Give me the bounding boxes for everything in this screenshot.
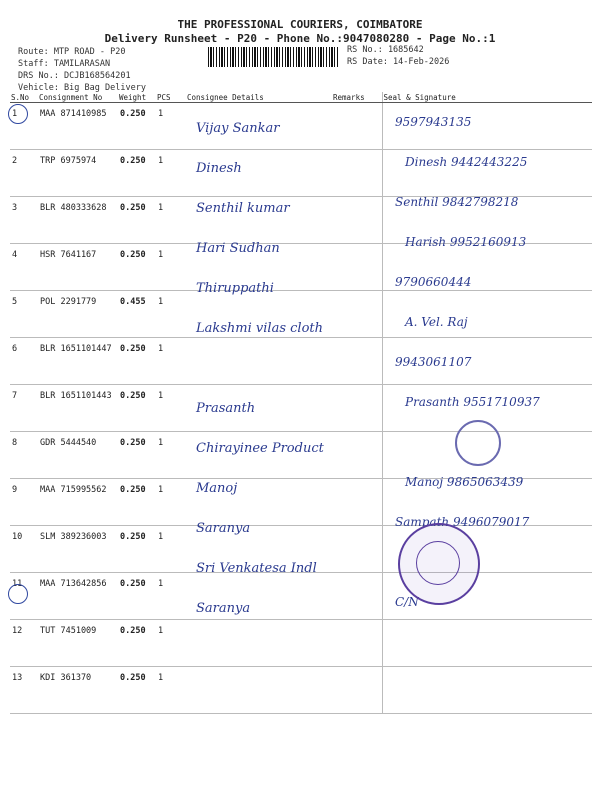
row-13-circle-mark: [8, 584, 28, 604]
row-weight: 0.250: [118, 479, 156, 526]
row-sno: 5: [10, 291, 38, 338]
row-weight: 0.250: [118, 244, 156, 291]
row-weight: 0.250: [118, 197, 156, 244]
handwritten-signature: Senthil 9842798218: [395, 195, 519, 209]
col-header-consignment: Consignment No: [38, 92, 118, 103]
handwritten-consignee-name: Prasanth: [196, 401, 256, 416]
row-pcs: 1: [156, 197, 186, 244]
barcode-image: [208, 47, 338, 67]
handwritten-consignee-name: Saranya: [196, 601, 251, 616]
handwritten-signature: Sampath 9496079017: [395, 515, 530, 529]
row-remarks: [332, 667, 382, 714]
row-weight: 0.455: [118, 291, 156, 338]
row-pcs: 1: [156, 338, 186, 385]
row-consignment-no: MAA 715995562: [38, 479, 118, 526]
col-header-pcs: PCS: [156, 92, 186, 103]
row-consignment-no: POL 2291779: [38, 291, 118, 338]
table-header-row: [10, 92, 592, 103]
row-sno: 4: [10, 244, 38, 291]
row-consignment-no: KDI 361370: [38, 667, 118, 714]
handwritten-signature: C/N: [395, 595, 419, 609]
row-sno: 12: [10, 620, 38, 667]
staff-text: Staff: TAMILARASAN: [18, 59, 111, 69]
table-row: [10, 573, 592, 620]
row-sno: 2: [10, 150, 38, 197]
row-signature: [382, 667, 592, 714]
handwritten-consignee-name: Dinesh: [196, 161, 242, 176]
row-sno: 10: [10, 526, 38, 573]
row-weight: 0.250: [118, 338, 156, 385]
row-pcs: 1: [156, 667, 186, 714]
row-sno: 13: [10, 667, 38, 714]
row-sno: 9: [10, 479, 38, 526]
handwritten-consignee-name: Thiruppathi: [196, 281, 274, 296]
row-signature: [382, 620, 592, 667]
row-consignee: [186, 338, 332, 385]
runsheet-subtitle: Delivery Runsheet - P20 - Phone No.:9047080280 - Page No.:1: [104, 32, 496, 45]
row-pcs: 1: [156, 432, 186, 479]
handwritten-consignee-name: Lakshmi vilas cloth: [196, 321, 323, 336]
row-1-circle-mark: [8, 104, 28, 124]
row-remarks: [332, 244, 382, 291]
material-received-stamp: [455, 420, 501, 466]
row-sno: 7: [10, 385, 38, 432]
handwritten-consignee-name: Hari Sudhan: [196, 241, 280, 256]
handwritten-signature: Prasanth 9551710937: [405, 395, 540, 409]
handwritten-consignee-name: Vijay Sankar: [196, 121, 280, 136]
company-title: THE PROFESSIONAL COURIERS, COIMBATORE: [177, 18, 423, 31]
row-sno: 3: [10, 197, 38, 244]
row-remarks: [332, 150, 382, 197]
row-consignment-no: BLR 480333628: [38, 197, 118, 244]
row-remarks: [332, 526, 382, 573]
row-remarks: [332, 103, 382, 150]
row-consignment-no: BLR 1651101443: [38, 385, 118, 432]
table-row: [10, 338, 592, 385]
row-pcs: 1: [156, 150, 186, 197]
row-consignment-no: MAA 713642856: [38, 573, 118, 620]
row-remarks: [332, 338, 382, 385]
rs-number: RS No.: 1685642: [347, 45, 424, 55]
col-header-signature: Seal & Signature: [382, 92, 592, 103]
table-row: [10, 244, 592, 291]
col-header-weight: Weight: [118, 92, 156, 103]
vehicle-text: Vehicle: Big Bag Delivery: [18, 83, 146, 93]
row-weight: 0.250: [118, 573, 156, 620]
route-text: Route: MTP ROAD - P20: [18, 47, 126, 57]
handwritten-signature: Dinesh 9442443225: [405, 155, 528, 169]
col-header-sno: S.No: [10, 92, 38, 103]
row-pcs: 1: [156, 244, 186, 291]
row-remarks: [332, 385, 382, 432]
row-pcs: 1: [156, 385, 186, 432]
handwritten-signature: 9597943135: [395, 115, 472, 129]
row-sno: 11: [10, 573, 38, 620]
row-remarks: [332, 432, 382, 479]
row-consignment-no: TUT 7451009: [38, 620, 118, 667]
rs-date: RS Date: 14-Feb-2026: [347, 57, 450, 67]
handwritten-signature: 9790660444: [395, 275, 472, 289]
row-pcs: 1: [156, 573, 186, 620]
handwritten-consignee-name: Manoj: [196, 481, 238, 496]
handwritten-signature: Manoj 9865063439: [405, 475, 524, 489]
handwritten-signature: Harish 9952160913: [405, 235, 527, 249]
col-header-consignee: Consignee Details: [186, 92, 332, 103]
handwritten-consignee-name: Sri Venkatesa Indl: [196, 561, 317, 576]
row-sno: 1: [10, 103, 38, 150]
row-weight: 0.250: [118, 620, 156, 667]
row-consignment-no: GDR 5444540: [38, 432, 118, 479]
row-remarks: [332, 573, 382, 620]
row-consignment-no: MAA 871410985: [38, 103, 118, 150]
row-consignment-no: TRP 6975974: [38, 150, 118, 197]
handwritten-consignee-name: Senthil kumar: [196, 201, 290, 216]
row-remarks: [332, 291, 382, 338]
row-consignee: [186, 667, 332, 714]
row-weight: 0.250: [118, 432, 156, 479]
col-header-remarks: Remarks: [332, 92, 382, 103]
row-weight: 0.250: [118, 385, 156, 432]
row-sno: 6: [10, 338, 38, 385]
row-pcs: 1: [156, 479, 186, 526]
row-pcs: 1: [156, 103, 186, 150]
row-weight: 0.250: [118, 667, 156, 714]
row-pcs: 1: [156, 620, 186, 667]
row-consignment-no: BLR 1651101447: [38, 338, 118, 385]
row-consignment-no: HSR 7641167: [38, 244, 118, 291]
row-pcs: 1: [156, 291, 186, 338]
handwritten-signature: A. Vel. Raj: [405, 315, 468, 329]
company-seal-stamp: [398, 523, 480, 605]
row-consignment-no: SLM 389236003: [38, 526, 118, 573]
row-pcs: 1: [156, 526, 186, 573]
row-remarks: [332, 197, 382, 244]
table-row: [10, 103, 592, 150]
table-row: [10, 667, 592, 714]
handwritten-consignee-name: Saranya: [196, 521, 251, 536]
handwritten-consignee-name: Chirayinee Product: [196, 441, 324, 456]
row-weight: 0.250: [118, 526, 156, 573]
row-remarks: [332, 479, 382, 526]
row-weight: 0.250: [118, 150, 156, 197]
row-weight: 0.250: [118, 103, 156, 150]
row-consignee: [186, 620, 332, 667]
drs-text: DRS No.: DCJB168564201: [18, 71, 131, 81]
handwritten-signature: 9943061107: [395, 355, 472, 369]
table-row: [10, 620, 592, 667]
row-signature: [382, 291, 592, 338]
row-remarks: [332, 620, 382, 667]
row-sno: 8: [10, 432, 38, 479]
